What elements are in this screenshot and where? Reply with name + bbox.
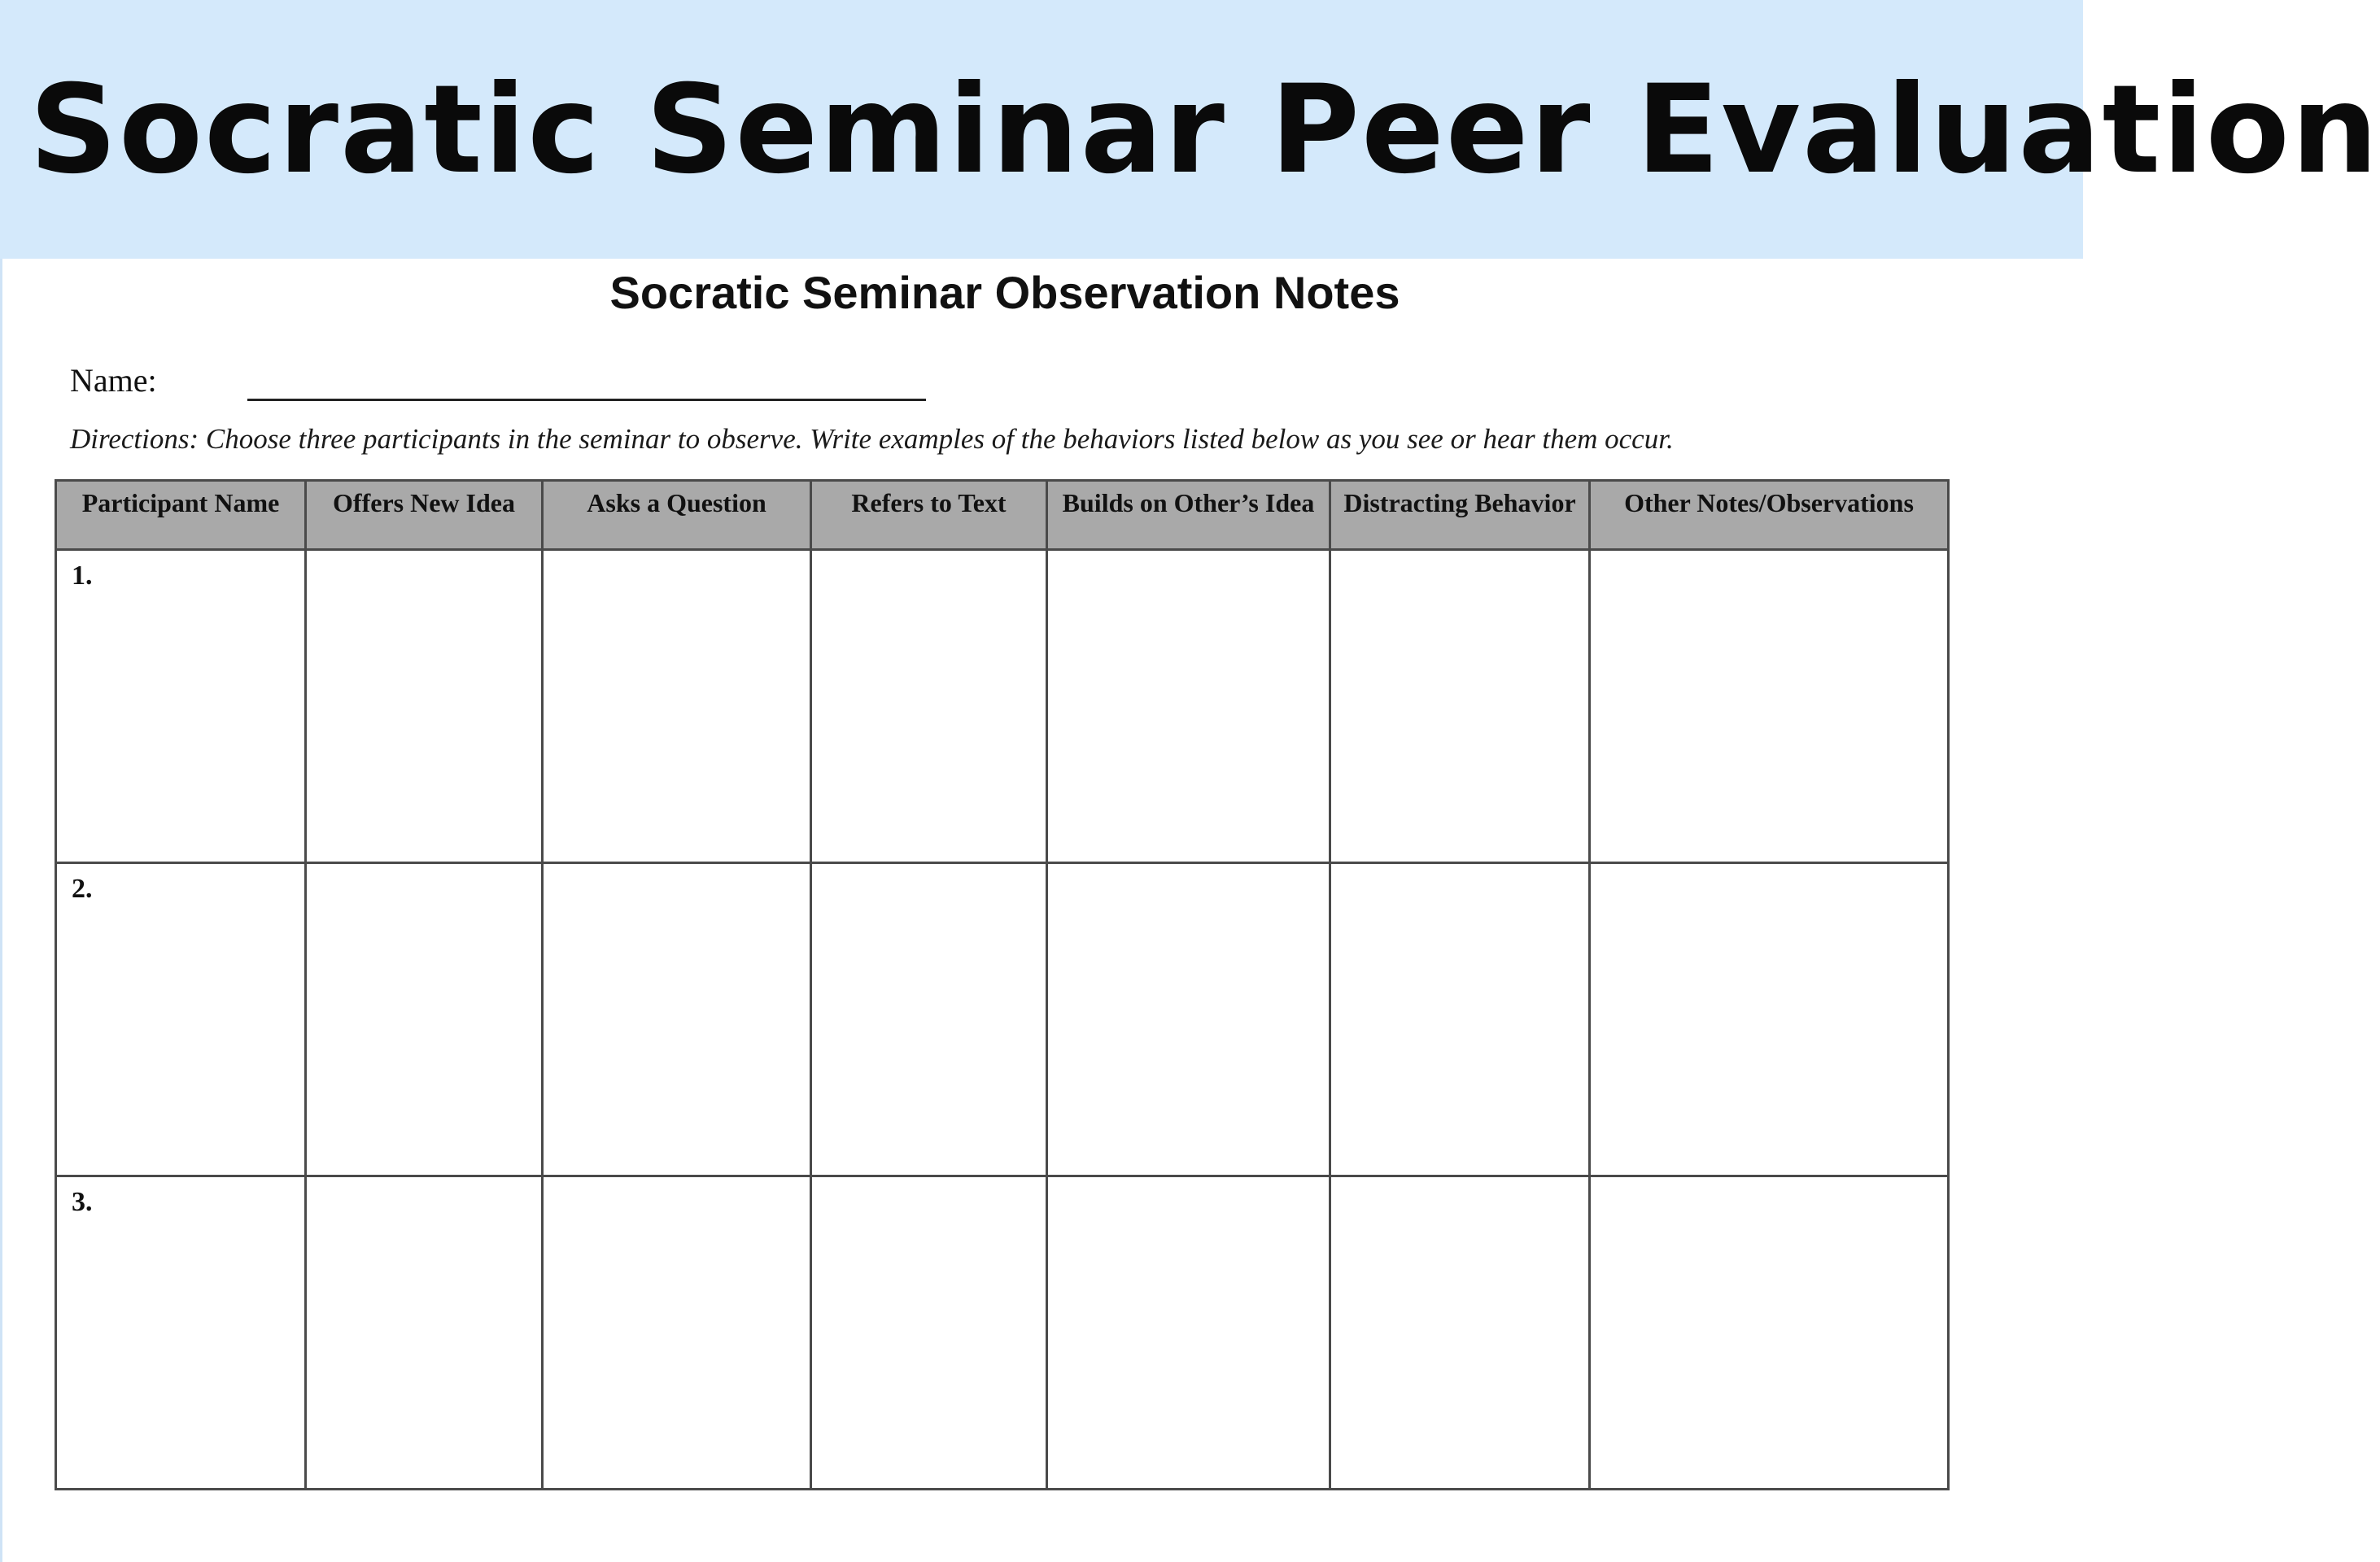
table-cell[interactable] <box>811 1176 1047 1490</box>
directions-text: Choose three participants in the seminar to observe. Write examples of the behaviors listed below as you see or hear them occur. <box>205 423 1674 455</box>
slide-header-band <box>0 0 2380 259</box>
column-header-builds-on-others-idea: Builds on Other’s Idea <box>1047 481 1330 550</box>
row-number: 2. <box>72 874 93 904</box>
directions <box>70 417 2023 462</box>
table-cell[interactable] <box>1590 1176 1949 1490</box>
observation-table <box>55 479 1950 1490</box>
column-header-distracting-behavior: Distracting Behavior <box>1330 481 1590 550</box>
table-cell[interactable] <box>1590 550 1949 863</box>
table-cell[interactable] <box>1047 550 1330 863</box>
column-header-other-notes: Other Notes/Observations <box>1590 481 1949 550</box>
name-field-row <box>70 356 884 405</box>
row-number: 1. <box>72 561 93 591</box>
participant-cell[interactable] <box>56 1176 306 1490</box>
table-row <box>56 1176 1949 1490</box>
table-cell[interactable] <box>543 550 811 863</box>
table-cell[interactable] <box>1047 863 1330 1176</box>
participant-cell[interactable] <box>56 550 306 863</box>
table-cell[interactable] <box>306 550 543 863</box>
table-cell[interactable] <box>1330 863 1590 1176</box>
table-row <box>56 550 1949 863</box>
row-number: 3. <box>72 1187 93 1217</box>
table-cell[interactable] <box>543 863 811 1176</box>
table-cell[interactable] <box>306 863 543 1176</box>
directions-label: Directions: <box>70 423 199 455</box>
table-cell[interactable] <box>543 1176 811 1490</box>
column-header-asks-a-question: Asks a Question <box>543 481 811 550</box>
table-cell[interactable] <box>1047 1176 1330 1490</box>
table-header-row <box>56 481 1949 550</box>
slide-title: Socratic Seminar Peer Evaluation <box>29 59 2380 201</box>
table-cell[interactable] <box>1590 863 1949 1176</box>
table-cell[interactable] <box>811 863 1047 1176</box>
column-header-refers-to-text: Refers to Text <box>811 481 1047 550</box>
column-header-participant-name: Participant Name <box>56 481 306 550</box>
participant-cell[interactable] <box>56 863 306 1176</box>
table-row <box>56 863 1949 1176</box>
column-header-offers-new-idea: Offers New Idea <box>306 481 543 550</box>
name-label: Name: <box>70 362 157 399</box>
document-heading: Socratic Seminar Observation Notes <box>609 267 1400 318</box>
table-cell[interactable] <box>1330 550 1590 863</box>
table-cell[interactable] <box>306 1176 543 1490</box>
name-blank-line[interactable] <box>247 399 926 401</box>
table-cell[interactable] <box>1330 1176 1590 1490</box>
document-edge <box>0 259 2 1562</box>
table-cell[interactable] <box>811 550 1047 863</box>
